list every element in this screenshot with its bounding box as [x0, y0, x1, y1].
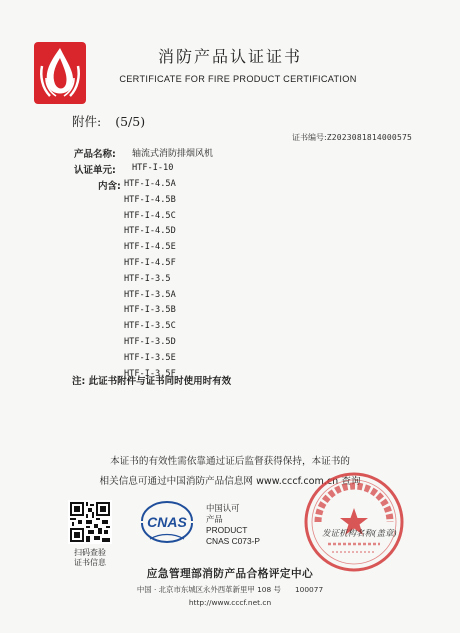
cnas-line-1: 中国认可	[206, 503, 240, 513]
list-item: HTF-I-4.5A	[124, 179, 176, 189]
attachment-info	[72, 112, 145, 130]
list-item: HTF-I-3.5C	[124, 321, 176, 332]
cnas-logo-icon	[136, 499, 198, 545]
qr-code-icon[interactable]	[68, 500, 112, 544]
address-text: 中国 · 北京市东城区永外西革新里甲 108 号	[136, 585, 281, 594]
page-subtitle: CERTIFICATE FOR FIRE PRODUCT CERTIFICATION	[119, 74, 357, 84]
list-item: HTF-I-4.5F	[124, 257, 176, 268]
cnas-line-3: PRODUCT	[206, 525, 248, 535]
cert-unit-label: 认证单元:	[74, 165, 116, 176]
cnas-line-4: CNAS C073-P	[206, 536, 260, 546]
certificate-number	[292, 132, 412, 143]
list-item: HTF-I-3.5B	[124, 305, 176, 316]
list-item: HTF-I-4.5E	[124, 242, 176, 253]
contents-label: 内含:	[98, 181, 121, 192]
issuer-website-link[interactable]: http://www.cccf.net.cn	[188, 598, 272, 607]
list-item: HTF-I-3.5	[124, 273, 171, 284]
product-name-value: 轴流式消防排烟风机	[132, 149, 214, 159]
qr-caption-1: 扫码查验	[74, 548, 106, 557]
attachment-number: (5/5)	[115, 114, 146, 129]
validity-line-1: 本证书的有效性需依靠通过证后监督获得保持，本证书的	[110, 456, 350, 467]
list-item: HTF-I-3.5A	[124, 289, 176, 300]
page-title: 消防产品认证证书	[157, 47, 302, 66]
model-list	[124, 177, 176, 382]
cnas-line-2: 产品	[206, 514, 223, 524]
postcode: 100077	[294, 585, 324, 594]
list-item: HTF-I-4.5B	[124, 194, 176, 205]
list-item: HTF-I-4.5D	[124, 226, 176, 237]
product-name-label: 产品名称:	[74, 149, 116, 160]
issuer-address	[0, 584, 460, 595]
list-item: HTF-I-3.5F	[124, 368, 176, 379]
validity-note: 注: 此证书附件与证书同时使用时有效	[72, 376, 232, 387]
list-item: HTF-I-3.5D	[124, 336, 176, 347]
list-item: HTF-I-4.5C	[124, 210, 176, 221]
certificate-number-value: Z2023081814000575	[326, 133, 412, 142]
cert-unit-value: HTF-I-10	[132, 163, 174, 173]
certificate-number-label: 证书编号:	[292, 133, 327, 142]
issuer-name: 应急管理部消防产品合格评定中心	[146, 568, 314, 580]
validity-line-2: 相关信息可通过中国消防产品信息网 www.cccf.com.cn 查询	[99, 476, 361, 487]
cnas-logo-text: CNAS	[147, 514, 187, 530]
official-seal-icon	[302, 470, 406, 574]
qr-caption-2: 证书信息	[74, 558, 106, 567]
list-item: HTF-I-3.5E	[124, 352, 176, 363]
attachment-label: 附件:	[72, 114, 102, 129]
issuer-signature-label: 发证机构名称(盖章)	[322, 529, 397, 539]
